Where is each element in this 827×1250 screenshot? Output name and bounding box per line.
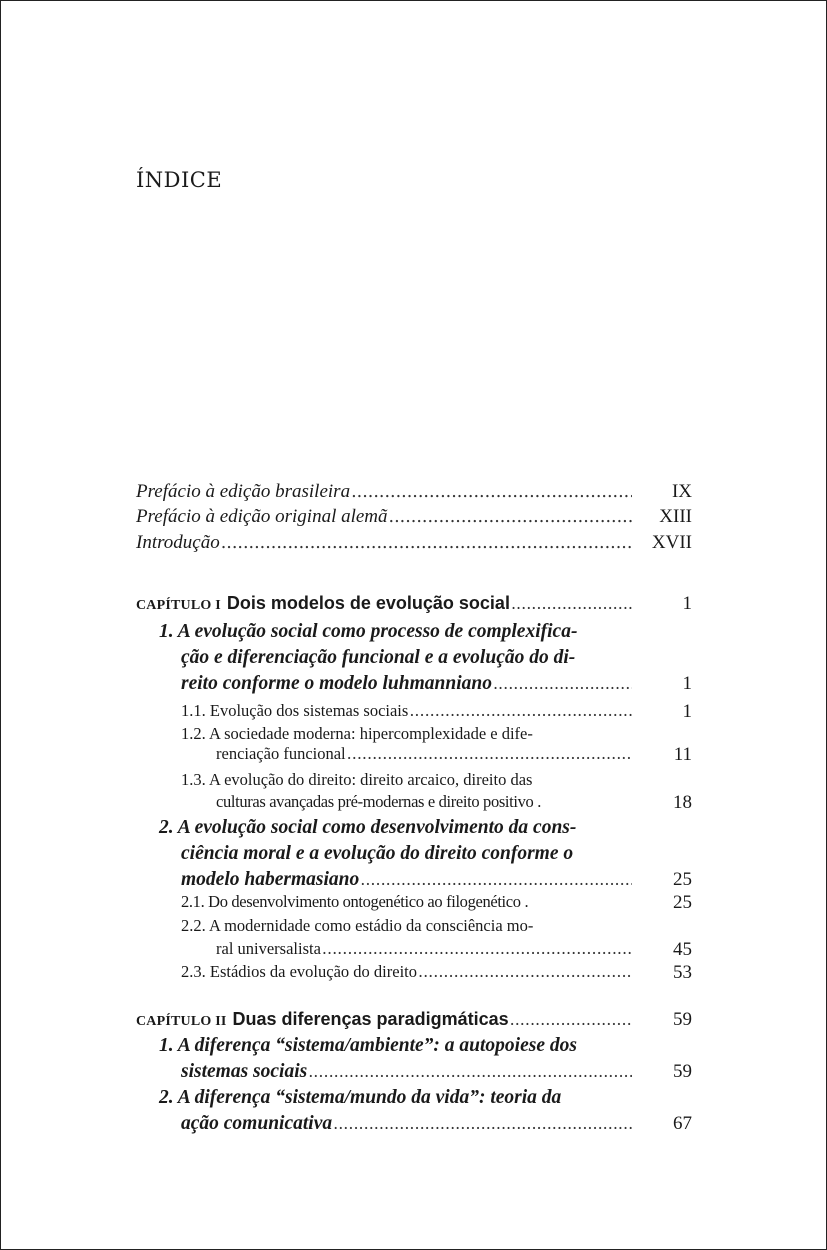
chapter-name: Dois modelos de evolução social <box>226 593 510 613</box>
dot-leader <box>408 701 632 720</box>
toc-page-number: 11 <box>673 744 692 765</box>
subsection-title: 1.1. Evolução dos sistemas sociais <box>181 701 409 720</box>
toc-page-number: IX <box>671 481 692 502</box>
toc-subsection-1-2-3[interactable] <box>181 962 692 990</box>
subsection-title-line: 2.2. A modernidade como estádio da consciência mo- <box>181 916 534 935</box>
toc-entry-introduction[interactable] <box>136 532 692 560</box>
dot-leader <box>388 507 632 527</box>
dot-leader <box>510 594 632 613</box>
toc-page-number: XIII <box>659 506 692 527</box>
dot-leader <box>417 962 632 981</box>
subsection-title-line: 1.2. A sociedade moderna: hipercomplexidade e dife- <box>181 724 533 743</box>
dot-leader <box>321 939 632 958</box>
dot-leader <box>332 1114 632 1133</box>
toc-page-number: 45 <box>673 939 692 960</box>
toc-chapter-2[interactable] <box>136 1009 692 1037</box>
section-title-line: sistemas sociais <box>181 1061 308 1082</box>
section-title-line: modelo habermasiano <box>181 869 360 890</box>
section-title-line: 1. A diferença “sistema/ambiente”: a autopoiese dos <box>159 1035 577 1056</box>
toc-page-number: 25 <box>673 892 692 913</box>
toc-page-number: 1 <box>682 673 692 694</box>
toc-page-number: 25 <box>673 869 692 890</box>
chapter-name: Duas diferenças paradigmáticas <box>232 1009 509 1029</box>
dot-leader <box>307 1062 632 1081</box>
section-title-line: 2. A evolução social como desenvolvimento da cons- <box>159 817 577 838</box>
dot-leader <box>220 533 632 553</box>
subsection-title: 2.1. Do desenvolvimento ontogenético ao filogenético . <box>181 892 529 911</box>
toc-page-number: 1 <box>682 701 692 722</box>
chapter-label: CAPÍTULO II <box>136 1014 227 1029</box>
page-title: ÍNDICE <box>136 168 223 192</box>
subsection-title-line: culturas avançadas pré-modernas e direito positivo . <box>216 792 541 811</box>
subsection-title: 2.3. Estádios da evolução do direito <box>181 962 417 981</box>
section-title-line: ação comunicativa <box>181 1113 333 1134</box>
toc-page-number: XVII <box>651 532 692 553</box>
dot-leader <box>346 744 632 763</box>
toc-page-number: 1 <box>682 593 692 614</box>
toc-entry-preface-german[interactable] <box>136 506 692 534</box>
dot-leader <box>509 1010 632 1029</box>
subsection-title-line: ral universalista <box>216 939 321 958</box>
subsection-title-line: 1.3. A evolução do direito: direito arcaico, direito das <box>181 770 533 789</box>
chapter-label: CAPÍTULO I <box>136 598 221 613</box>
toc-entry-title: Introdução <box>136 532 220 553</box>
toc-page-number: 59 <box>673 1061 692 1082</box>
dot-leader <box>492 674 632 693</box>
toc-entry-title: Prefácio à edição original alemã <box>136 506 388 527</box>
toc-entry-preface-brazilian[interactable] <box>136 481 692 509</box>
toc-chapter-1[interactable] <box>136 593 692 621</box>
section-title-line: ciência moral e a evolução do direito conforme o <box>181 843 574 864</box>
subsection-title-line: renciação funcional <box>216 744 346 763</box>
toc-page-number: 53 <box>673 962 692 983</box>
section-title-line: 1. A evolução social como processo de complexifica- <box>159 621 578 642</box>
section-title-line: 2. A diferença “sistema/mundo da vida”: teoria da <box>159 1087 562 1108</box>
section-title-line: reito conforme o modelo luhmanniano <box>181 673 492 694</box>
dot-leader <box>359 870 632 889</box>
section-title-line: ção e diferenciação funcional e a evolução do di- <box>181 647 576 668</box>
toc-page-number: 18 <box>673 792 692 813</box>
toc-page-number: 67 <box>673 1113 692 1134</box>
toc-entry-title: Prefácio à edição brasileira <box>136 481 351 502</box>
toc-page-number: 59 <box>673 1009 692 1030</box>
dot-leader <box>350 482 632 502</box>
